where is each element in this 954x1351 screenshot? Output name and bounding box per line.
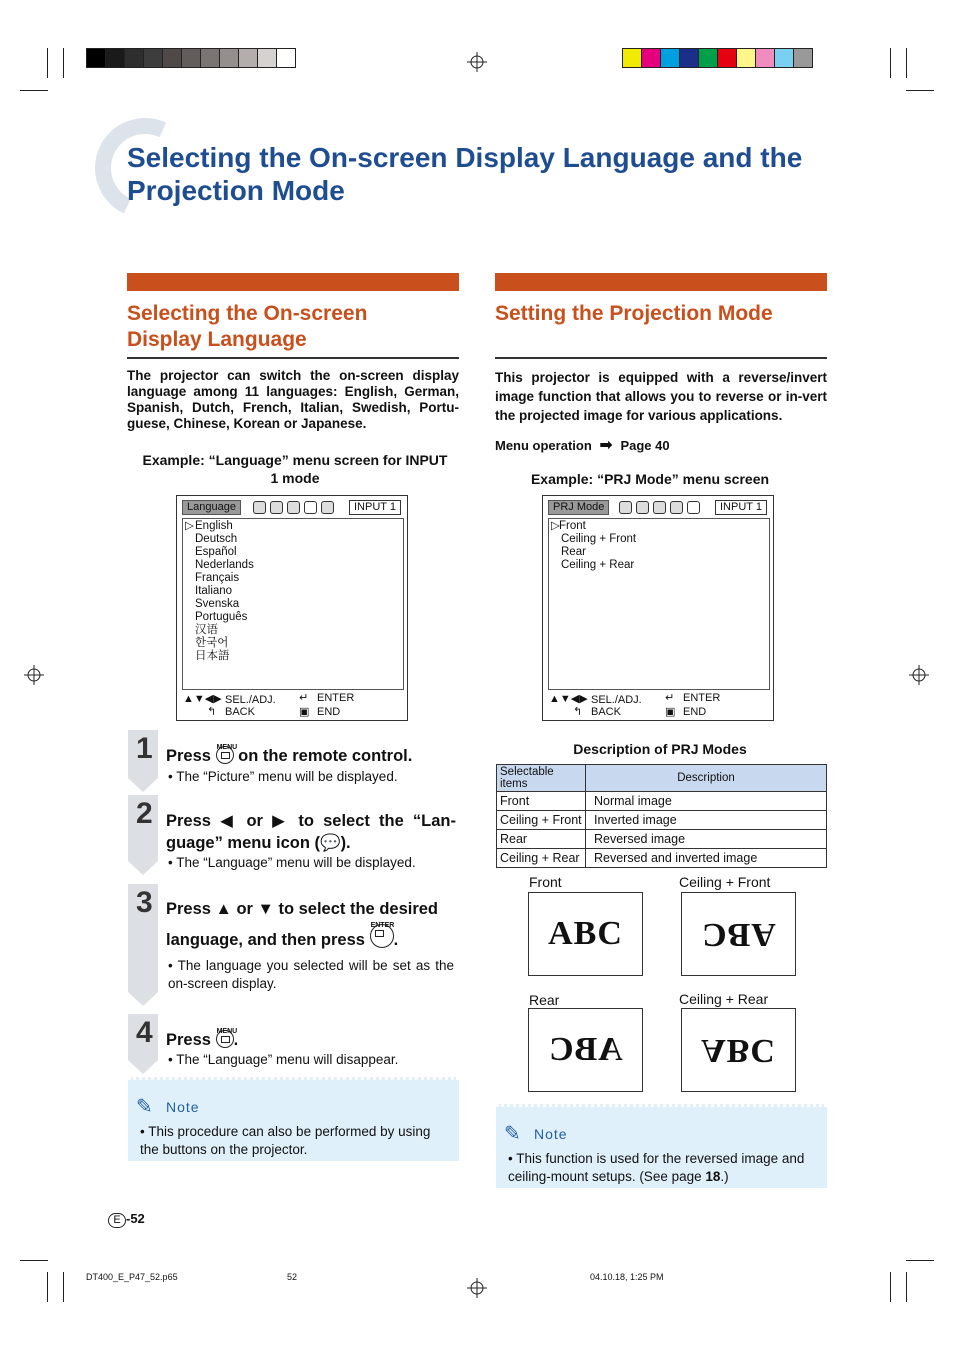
step-2-bullet: • The “Language” menu will be displayed. (168, 855, 416, 870)
menu-end-icon: ▣ (665, 706, 676, 718)
language-menu-icon: 💬 (320, 834, 341, 852)
prj-mode-menu-screen (542, 495, 774, 721)
menu-button-icon: MENU (216, 746, 234, 764)
prj-mode-table (496, 764, 827, 868)
input-indicator: INPUT 1 (715, 500, 767, 515)
page-number: E -52 (108, 1211, 145, 1228)
gray-swatch (257, 48, 277, 68)
picture-icon (619, 501, 632, 514)
options-icon (287, 501, 300, 514)
page-letter: E (108, 1213, 126, 1228)
back-icon: ↰ (207, 706, 217, 718)
language-option[interactable]: 日本語 (195, 650, 230, 662)
crop-mark (20, 1260, 48, 1261)
language-option[interactable]: English (195, 520, 233, 532)
arrow-right-icon: ➡ (599, 437, 613, 454)
note-label: Note (166, 1099, 200, 1115)
language-menu-screen (176, 495, 408, 721)
color-swatch (660, 48, 680, 68)
language-icon (670, 501, 683, 514)
footer-end: END (683, 706, 707, 718)
registration-mark-icon (24, 665, 44, 685)
section-bar (495, 273, 827, 291)
sample-front: ABC (528, 892, 643, 976)
gray-swatch (105, 48, 125, 68)
enter-icon: ↵ (299, 692, 309, 704)
step-3-line1: Press ▲ or ▼ to select the desired (166, 900, 439, 918)
column-header: Selectable items (497, 765, 586, 792)
table-cell-item: Front (497, 792, 586, 811)
divider (127, 357, 459, 359)
table-cell-item: Rear (497, 830, 586, 849)
intro-text: The projector can switch the on-screen display language among 11 languages: English, German, Spanish, Dutch, French, Italian, Swedish, Portu-guese, Chinese, Korean or Japanese. (127, 368, 459, 431)
table-cell-description: Reversed and inverted image (586, 849, 827, 868)
footer-back: BACK (591, 706, 621, 718)
footer-end: END (317, 706, 341, 718)
section-heading-language: Selecting the On-screen Display Language (127, 302, 368, 351)
step-3-line2: language, and then press ENTER . (166, 922, 399, 949)
language-option[interactable]: Español (195, 546, 237, 558)
prj-mode-list (548, 518, 770, 690)
table-row (497, 811, 827, 830)
crop-mark (890, 1272, 891, 1302)
column-header: Description (586, 765, 827, 792)
page-link[interactable]: Page 40 (620, 438, 670, 453)
slug-page: 52 (287, 1272, 298, 1282)
divider (495, 357, 827, 359)
crop-mark (63, 48, 64, 78)
step-1-text: Press MENU on the remote control. (166, 744, 413, 765)
step-4-text: Press MENU . (166, 1028, 239, 1049)
language-option[interactable]: Français (195, 572, 240, 584)
prj-mode-option[interactable]: Ceiling + Front (561, 533, 637, 545)
language-list (182, 518, 404, 690)
note-text: • This function is used for the reversed image and ceiling-mount setups. (See page 18.) (508, 1151, 805, 1184)
slug-file: DT400_E_P47_52.p65 (86, 1272, 178, 1282)
sample-label: Front (529, 874, 562, 890)
crop-mark (47, 1272, 48, 1302)
section-bar (127, 273, 459, 291)
pencil-icon: ✎ (136, 1096, 153, 1118)
footer-back: BACK (225, 706, 255, 718)
crop-mark (906, 90, 934, 91)
gray-swatch (276, 48, 296, 68)
page-title: Selecting the On-screen Display Language and the Projection Mode (127, 142, 803, 206)
color-swatch (698, 48, 718, 68)
step-number: 1 (136, 732, 153, 765)
step-2-text: Press ◀ or ▶ to select the “Lan-guage” menu icon (💬). (166, 812, 456, 852)
crop-mark (20, 90, 48, 91)
table-cell-description: Normal image (586, 792, 827, 811)
gray-swatch (219, 48, 239, 68)
nav-arrows-icon: ▲▼◀▶ (549, 693, 588, 705)
gray-swatch (86, 48, 106, 68)
example-caption: Example: “PRJ Mode” menu screen (530, 471, 770, 487)
sample-rear: ABC (528, 1008, 643, 1092)
fine-sync-icon (636, 501, 649, 514)
color-swatch (679, 48, 699, 68)
color-swatch (736, 48, 756, 68)
prj-mode-option[interactable]: Rear (561, 546, 586, 558)
page-link[interactable]: 18 (705, 1169, 721, 1184)
color-swatch (717, 48, 737, 68)
crop-mark (890, 48, 891, 78)
language-option[interactable]: Italiano (195, 585, 233, 597)
menu-tab-language: Language (182, 500, 241, 515)
selection-cursor-icon: ▷ (185, 520, 194, 532)
crop-mark (63, 1272, 64, 1302)
color-swatch (774, 48, 794, 68)
step-1-bullet: • The “Picture” menu will be displayed. (168, 769, 398, 784)
input-indicator: INPUT 1 (349, 500, 401, 515)
language-option[interactable]: Deutsch (195, 533, 238, 545)
table-cell-item: Ceiling + Front (497, 811, 586, 830)
language-option[interactable]: Nederlands (195, 559, 254, 571)
prj-mode-icon (687, 501, 700, 514)
table-cell-item: Ceiling + Rear (497, 849, 586, 868)
sample-ceiling-front: ABC (681, 892, 796, 976)
table-cell-description: Inverted image (586, 811, 827, 830)
gray-swatch (238, 48, 258, 68)
registration-mark-icon (909, 665, 929, 685)
footer-sel-adj: SEL./ADJ. (225, 694, 276, 706)
gray-swatch (200, 48, 220, 68)
selection-cursor-icon: ▷ (551, 520, 560, 532)
gray-swatch (162, 48, 182, 68)
step-number: 4 (136, 1016, 153, 1049)
language-option[interactable]: Português (195, 611, 248, 623)
intro-text: This projector is equipped with a reverse/invert image function that allows you to reverse or in-vert the projected image for various applications. (495, 370, 827, 423)
prj-mode-option[interactable]: Ceiling + Rear (561, 559, 635, 571)
language-icon (304, 501, 317, 514)
sample-label: Rear (529, 992, 560, 1008)
step-4-bullet: • The “Language” menu will disappear. (168, 1052, 399, 1067)
note-text: • This procedure can also be performed by using the buttons on the projector. (140, 1124, 431, 1157)
table-cell-description: Reversed image (586, 830, 827, 849)
menu-operation: Menu operation ➡ Page 40 (495, 437, 670, 454)
color-swatch (755, 48, 775, 68)
crop-mark (906, 48, 907, 78)
menu-end-icon: ▣ (299, 706, 310, 718)
nav-arrows-icon: ▲▼◀▶ (183, 693, 222, 705)
section-heading-projection: Setting the Projection Mode (495, 302, 773, 325)
footer-enter: ENTER (317, 692, 355, 704)
step-number: 3 (136, 886, 153, 919)
table-header-row (497, 765, 827, 792)
language-option[interactable]: 한국어 (195, 637, 229, 649)
prj-mode-icon (321, 501, 334, 514)
color-swatch (641, 48, 661, 68)
crop-mark (906, 1272, 907, 1302)
enter-icon: ↵ (665, 692, 675, 704)
back-icon: ↰ (573, 706, 583, 718)
note-box (496, 1104, 827, 1188)
registration-mark-icon (467, 1278, 487, 1298)
table-row (497, 849, 827, 868)
options-icon (653, 501, 666, 514)
table-row (497, 830, 827, 849)
slug-date: 04.10.18, 1:25 PM (590, 1272, 664, 1282)
color-swatch (793, 48, 813, 68)
crop-mark (906, 1260, 934, 1261)
sample-ceiling-rear: ABC (681, 1008, 796, 1092)
language-option[interactable]: 汉语 (195, 624, 218, 636)
menu-button-icon: MENU (216, 1030, 234, 1048)
prj-mode-option[interactable]: Front (559, 520, 586, 532)
picture-icon (253, 501, 266, 514)
gray-swatch (181, 48, 201, 68)
crop-mark (47, 48, 48, 78)
note-label: Note (534, 1126, 568, 1142)
color-bar (623, 48, 813, 68)
grayscale-bar (87, 48, 296, 68)
color-swatch (622, 48, 642, 68)
table-row (497, 792, 827, 811)
gray-swatch (143, 48, 163, 68)
example-caption: Example: “Language” menu screen for INPUT 1 mode (142, 452, 448, 486)
step-3-bullet: • The language you selected will be set as the on-screen display. (168, 958, 454, 991)
footer-sel-adj: SEL./ADJ. (591, 694, 642, 706)
footer-enter: ENTER (683, 692, 721, 704)
table-title: Description of PRJ Modes (573, 741, 747, 757)
registration-mark-icon (467, 52, 487, 72)
note-box (128, 1077, 459, 1161)
menu-tab-prj-mode: PRJ Mode (548, 500, 609, 515)
sample-label: Ceiling + Front (679, 874, 771, 890)
language-option[interactable]: Svenska (195, 598, 240, 610)
sample-label: Ceiling + Rear (679, 991, 769, 1007)
fine-sync-icon (270, 501, 283, 514)
gray-swatch (124, 48, 144, 68)
pencil-icon: ✎ (504, 1123, 521, 1145)
enter-button-icon: ENTER (370, 924, 394, 948)
step-number: 2 (136, 797, 153, 830)
